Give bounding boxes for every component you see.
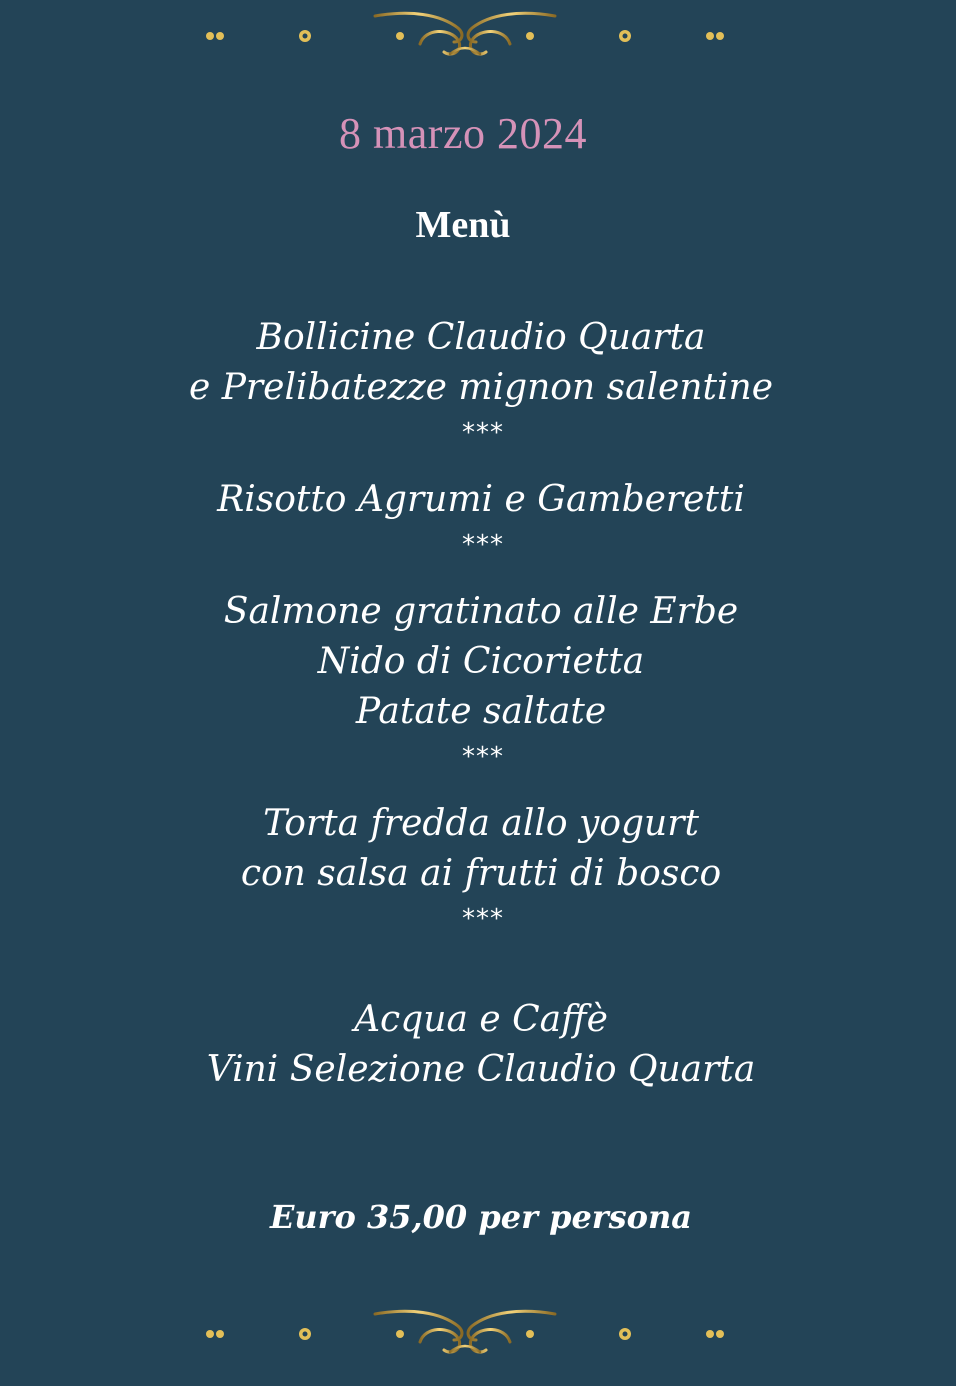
course-separator: *** — [462, 904, 504, 934]
extras-line-2: Vini Selezione Claudio Quarta — [206, 1049, 756, 1090]
bottom-ornament-divider — [120, 1304, 810, 1364]
course-separator: *** — [462, 530, 504, 560]
event-date: 8 marzo 2024 — [339, 109, 587, 158]
course-separator: *** — [462, 418, 504, 448]
course-1-line-2: e Prelibatezze mignon salentine — [188, 367, 774, 408]
course-1-line-1: Bollicine Claudio Quarta — [256, 317, 706, 358]
course-4-line-1: Torta fredda allo yogurt — [263, 803, 699, 844]
course-2-line-1: Risotto Agrumi e Gamberetti — [217, 479, 745, 520]
course-3-line-1: Salmone gratinato alle Erbe — [223, 591, 739, 632]
menu-title: Menù — [415, 204, 511, 246]
price-per-person: Euro 35,00 per persona — [269, 1198, 693, 1236]
course-4-line-2: con salsa ai frutti di bosco — [240, 853, 722, 894]
course-3-line-2: Nido di Cicorietta — [317, 641, 645, 682]
course-separator: *** — [462, 742, 504, 772]
extras-line-1: Acqua e Caffè — [354, 999, 608, 1040]
top-ornament-divider — [120, 6, 810, 66]
course-3-line-3: Patate saltate — [355, 691, 607, 732]
